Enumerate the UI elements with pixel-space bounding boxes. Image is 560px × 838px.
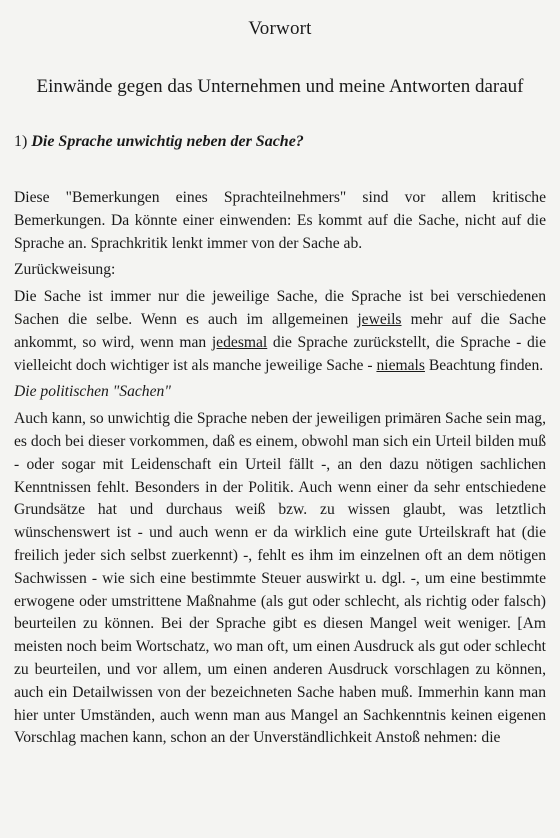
paragraph-1: Diese "Bemerkungen eines Sprachteilnehmers" sind vor allem kritische Bemerkungen. Da könnte einer einwenden: Es kommt auf die Sache, nicht auf die Sprache an. Sprachkritik lenkt immer von der Sache ab. (14, 189, 546, 252)
paragraph-2 (14, 286, 546, 377)
paragraph-2-part: mehr auf die Sache ankommt, so wird, wenn man (14, 310, 546, 351)
section-heading-text: Die Sprache unwichtig neben der Sache? (31, 133, 304, 150)
paragraph-2-part: die Sprache zurückstellt, die Sprache - die vielleicht doch wichtiger ist als manche jeweilige Sache - (14, 333, 546, 374)
body-text (14, 187, 546, 754)
paragraph-2-part: Die Sache ist immer nur die jeweilige Sache, die Sprache ist bei verschiedenen Sachen die selbe. Wenn es auch im allgemeinen (14, 288, 546, 328)
page-title: Vorwort (248, 18, 312, 39)
underlined-word: niemals (376, 356, 425, 374)
underlined-word: jedesmal (211, 333, 268, 351)
underlined-word: jeweils (357, 310, 402, 328)
label-zurueckweisung: Zurückweisung: (14, 261, 116, 279)
section-number: 1) (14, 133, 28, 150)
paragraph-3: Auch kann, so unwichtig die Sprache neben der jeweiligen primären Sache sein mag, es doch bei dieser vorkommen, daß es einem, obwohl man sich ein Urteil bilden muß - oder sogar mit Leidenschaft ein Urteil fällt -, an den dazu nötigen sachlichen Kenntnissen fehlt. Besonders in der Politik. Auch wenn einer da sehr entschiedene Grundsätze hat und durchaus weiß bzw. zu wissen glaubt, was letztlich wünschenswert ist - und auch wenn er da wirklich eine gute Urteilskraft hat (die freilich jeder sich selbst zuerkennt) -, fehlt es ihm im einzelnen oft an dem nötigen Sachwissen - wie sich eine bestimmte Steuer auswirkt u. dgl. -, um eine bestimmte erwogene oder umstrittene Maßnahme (als gut oder schlecht, als richtig oder falsch) beurteilen zu können. Bei der Sprache gibt es diesen Mangel weit weniger. [Am meisten noch beim Wortschatz, wo man oft, um einen Ausdruck als gut oder schlecht zu beurteilen, und vor allem, um einen anderen Ausdruck vorschlagen zu können, auch ein Detailwissen von der bezeichneten Sache haben muß. Immerhin kann man hier unter Umständen, auch wenn man aus Mangel an Sachkenntnis keinen eigenen Vorschlag machen kann, schon an der Unverständlichkeit Anstoß nehmen: die (14, 410, 546, 747)
label-politisch: Die politischen "Sachen" (14, 383, 171, 401)
page-subtitle: Einwände gegen das Unternehmen und meine Antworten darauf (36, 76, 524, 97)
paragraph-2-part: Beachtung finden. (424, 356, 544, 374)
section-heading (14, 133, 304, 151)
